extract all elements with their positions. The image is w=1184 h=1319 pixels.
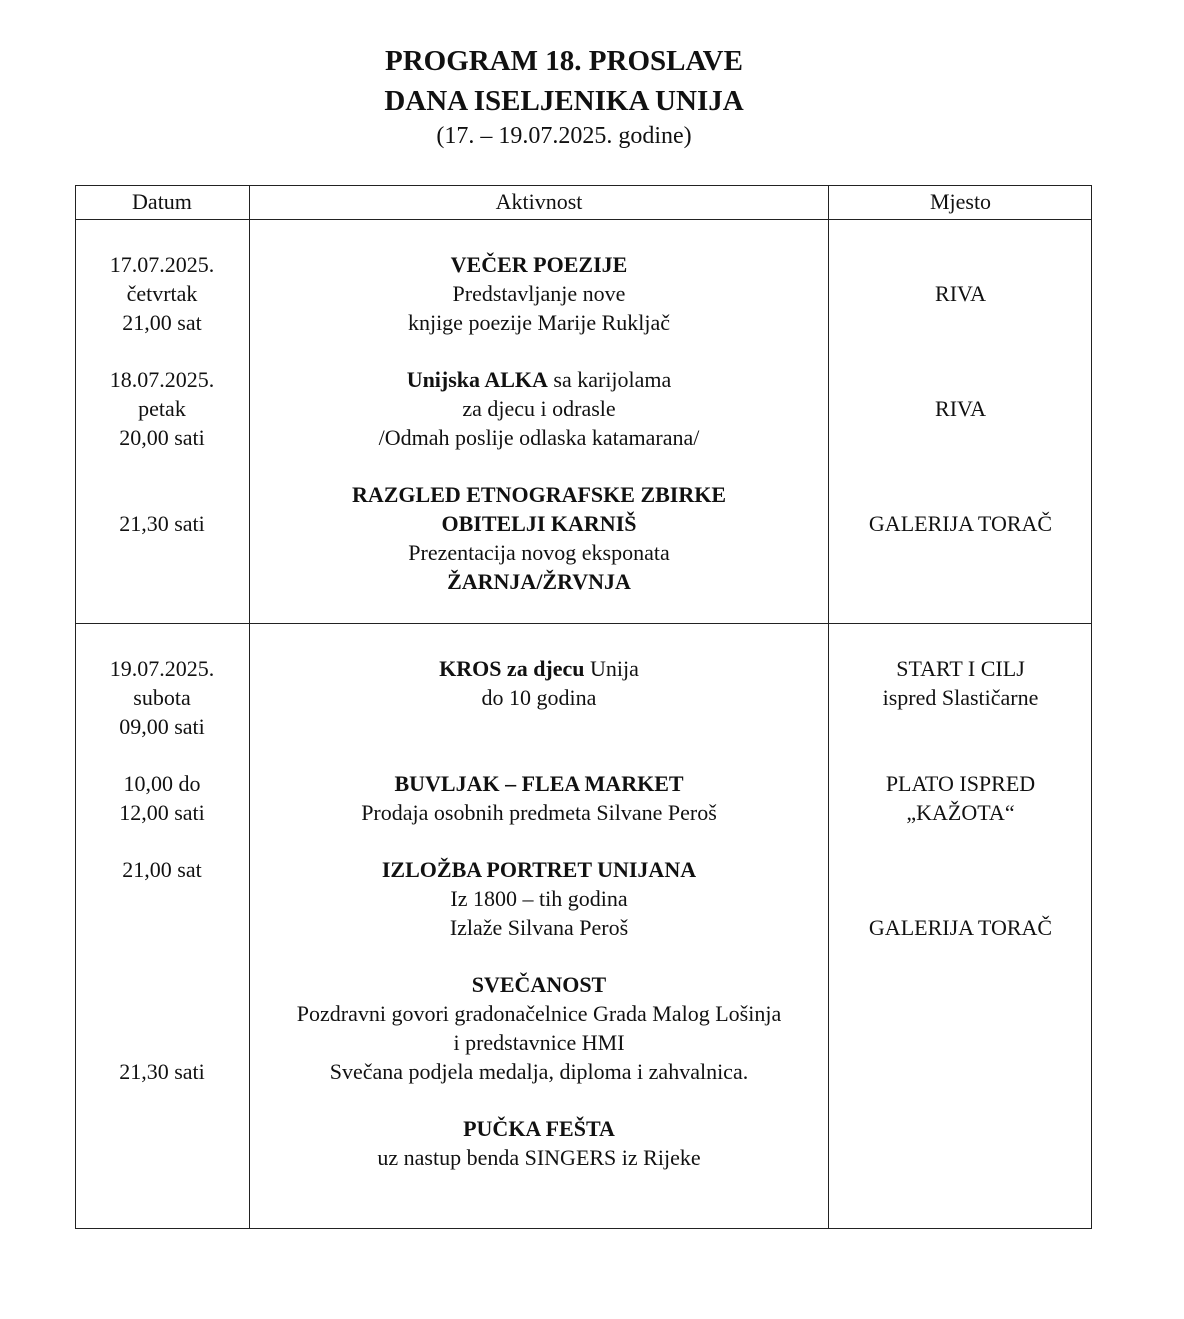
event-place: RIVA [935,281,986,306]
event-title [249,654,829,683]
event-date-cell [75,654,249,741]
event-description: za djecu i odrasle [462,396,616,421]
event-title: IZLOŽBA PORTRET UNIJANA [381,857,697,882]
event-place: START I CILJ [896,656,1025,681]
event-date: 17.07.2025. [109,252,215,277]
event-weekday: petak [138,396,186,421]
event-title: RAZGLED ETNOGRAFSKE ZBIRKE [351,482,727,507]
document-title-line2: DANA ISELJENIKA UNIJA [384,85,744,117]
event-time: 21,00 sat [122,857,202,882]
table-header-divider [75,219,1092,220]
event-place: ispred Slastičarne [882,685,1039,710]
event-title-bold: Unijska ALKA [406,367,548,392]
event-place: RIVA [935,396,986,421]
event-date-cell [75,250,249,337]
event-date-cell [75,855,249,884]
event-activity-cell [249,480,829,596]
event-date-cell [75,1057,249,1086]
column-header-mjesto: Mjesto [929,189,992,214]
event-activity-cell [249,1114,829,1172]
event-title-rest: Unija [584,656,639,681]
event-place-cell [829,394,1092,423]
event-title: SVEČANOST [471,972,607,997]
event-time: 09,00 sati [119,714,205,739]
event-description: ŽARNJA/ŽRVNJA [447,569,631,594]
event-weekday: subota [133,685,191,710]
event-description: uz nastup benda SINGERS iz Rijeke [377,1145,701,1170]
column-header-aktivnost: Aktivnost [495,189,583,214]
event-description: Predstavljanje nove [452,281,626,306]
event-date: 18.07.2025. [109,367,215,392]
event-weekday: četvrtak [126,281,198,306]
event-date: 19.07.2025. [109,656,215,681]
event-description: /Odmah poslije odlaska katamarana/ [378,425,700,450]
event-time: 10,00 do [123,771,201,796]
event-place-cell [829,279,1092,308]
event-description: do 10 godina [481,685,597,710]
event-time: 21,30 sati [119,1059,205,1084]
event-description: Prezentacija novog eksponata [408,540,670,565]
event-place-cell [829,654,1092,712]
document-date-range: (17. – 19.07.2025. godine) [436,123,692,149]
event-place-cell [829,509,1092,538]
table-day-divider [75,623,1092,624]
event-date-cell [75,769,249,827]
event-description: knjige poezije Marije Rukljač [407,310,671,335]
event-title: PUČKA FEŠTA [463,1116,615,1141]
event-place-cell [829,913,1092,942]
event-place: GALERIJA TORAČ [868,511,1053,536]
event-time: 21,00 sat [122,310,202,335]
table-border-bottom [75,1228,1092,1229]
event-place: GALERIJA TORAČ [868,915,1053,940]
event-description: i predstavnice HMI [453,1030,625,1055]
event-title: VEČER POEZIJE [450,252,628,277]
event-time: 21,30 sati [119,511,205,536]
event-title-bold: KROS za djecu [439,656,585,681]
event-date-cell [75,509,249,538]
event-date-cell [75,365,249,452]
event-place-cell [829,769,1092,827]
event-activity-cell [249,250,829,337]
event-description: Izlaže Silvana Peroš [449,915,629,940]
event-activity-cell [249,654,829,712]
event-activity-cell [249,769,829,827]
event-description: Svečana podjela medalja, diploma i zahvalnica. [329,1059,749,1084]
event-activity-cell [249,855,829,942]
event-place: „KAŽOTA“ [906,800,1015,825]
event-time: 12,00 sati [119,800,205,825]
program-table [75,185,1092,1229]
event-description: Prodaja osobnih predmeta Silvane Peroš [361,800,717,825]
event-place: PLATO ISPRED [885,771,1036,796]
event-title: BUVLJAK – FLEA MARKET [394,771,684,796]
event-description: Pozdravni govori gradonačelnice Grada Malog Lošinja [296,1001,782,1026]
event-time: 20,00 sati [119,425,205,450]
document-title-line1: PROGRAM 18. PROSLAVE [385,45,743,77]
event-title: OBITELJI KARNIŠ [441,511,637,536]
event-title [249,365,829,394]
event-title-rest: sa karijolama [547,367,672,392]
event-activity-cell [249,970,829,1086]
event-activity-cell [249,365,829,452]
event-description: Iz 1800 – tih godina [450,886,628,911]
column-header-datum: Datum [132,189,192,214]
